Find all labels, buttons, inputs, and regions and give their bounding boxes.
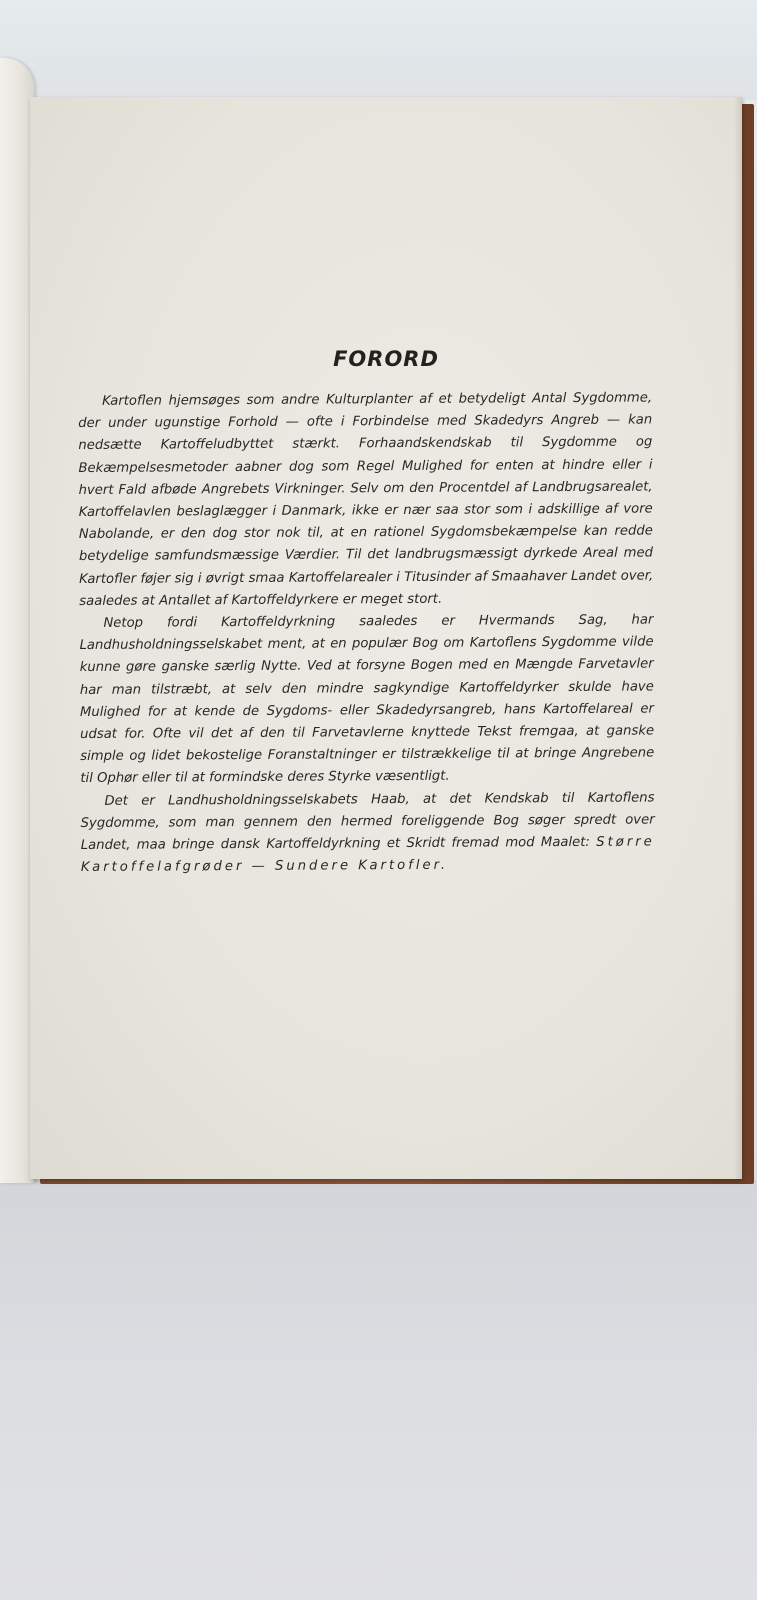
- paragraph-3-emphasis: Større Kartoffelafgrøder — Sundere Kartofler.: [80, 834, 655, 876]
- paragraph-3: [80, 787, 655, 879]
- paragraph-1: Kartoflen hjemsøges som andre Kulturplanter af et betydeligt Antal Sygdomme, der under ugunstige Forhold — ofte i Forbindelse med Skadedyrs Angreb — kan nedsætte Kartoffeludbyttet stærkt. Forhaandskendskab til Sygdomme og Bekæmpelsesmetoder aabner dog som Regel Mulighed for enten at hindre eller i hvert Fald afbøde Angrebets Virkninger. Selv om den Procentdel af Landbrugsarealet, Kartoffelavlen beslaglægger i Danmark, ikke er nær saa stor som i adskillige af vore Nabolande, er den dog stor nok til, at en rationel Sygdomsbekæmpelse kan redde betydelige samfundsmæssige Værdier. Til det landbrugsmæssigt dyrkede Areal med Kartofler føjer sig i øvrigt smaa Kartoffelarealer i Titusinder af Smaahaver Landet over, saaledes at Antallet af Kartoffeldyrkere er meget stort.: [78, 390, 654, 609]
- preface-text: [78, 387, 655, 879]
- book-page: [30, 97, 742, 1179]
- facing-page-edge: [0, 58, 34, 1183]
- background-wall: [0, 0, 757, 100]
- page-title: FORORD: [333, 347, 439, 371]
- background-table: [0, 1180, 757, 1600]
- page-edge-shadow: [734, 97, 742, 1179]
- paragraph-2: Netop fordi Kartoffeldyrkning saaledes er Hvermands Sag, har Landhusholdningsselskabet ment, at en populær Bog om Kartoflens Sygdomme vilde kunne gøre ganske særlig Nytte. Ved at forsyne Bogen med en Mængde Farvetavler har man tilstræbt, at selv den mindre sagkyndige Kartoffeldyrker skulde have Mulighed for at kende de Sygdoms- eller Skadedyrsangreb, hans Kartoffelareal er udsat for. Ofte vil det af den til Farvetavlerne knyttede Tekst fremgaa, at ganske simple og lidet bekostelige Foranstaltninger er tilstrækkelige til at bringe Angrebene til Ophør eller til at formindske deres Styrke væsentligt.: [79, 612, 655, 787]
- paragraph-3-text: Det er Landhusholdningsselskabets Haab, at det Kendskab til Kartoflens Sygdomme, som man gennem den hermed foreliggende Bog søger spredt over Landet, maa bringe dansk Kartoffeldyrkning et Skridt fremad mod Maalet:: [80, 790, 655, 854]
